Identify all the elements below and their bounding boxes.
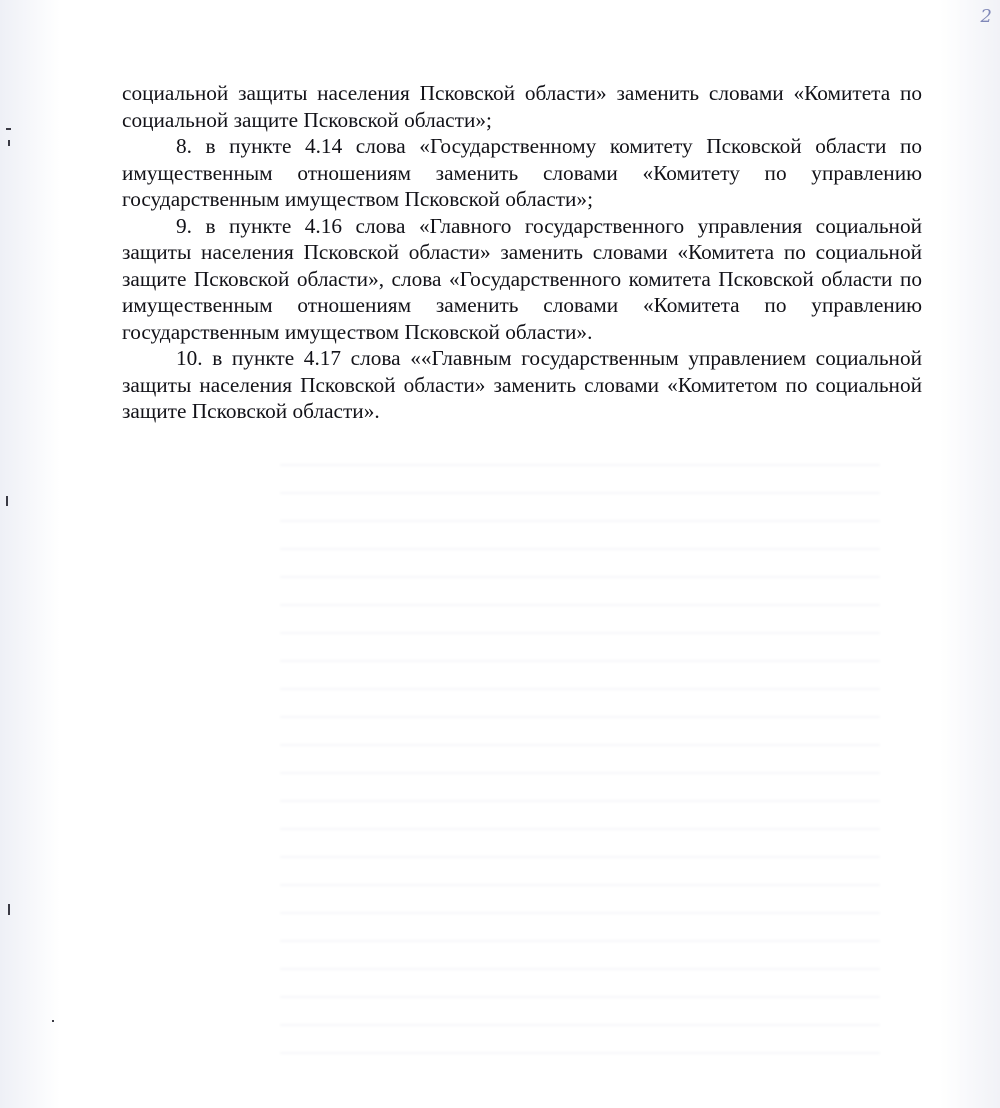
scan-speck	[8, 904, 10, 915]
reverse-side-bleedthrough	[280, 440, 880, 1080]
paragraph-item-9: 9. в пункте 4.16 слова «Главного государственного управления социальной защиты населения Псковской области» заменить словами «Комитета по социальной защите Псковской области», слова «Государственного комитета Псковской области по имущественным отношениям заменить словами «Комитета по управлению государственным имуществом Псковской области».	[122, 213, 922, 344]
paragraph-continuation: социальной защиты населения Псковской области» заменить словами «Комитета по социальной защите Псковской области»;	[122, 81, 922, 132]
document-body	[122, 80, 922, 425]
handwritten-page-number: 2	[980, 6, 992, 27]
scan-speck	[6, 496, 8, 506]
scan-speck	[6, 128, 11, 130]
scan-speck	[52, 1020, 54, 1022]
paragraph-item-8: 8. в пункте 4.14 слова «Государственному комитету Псковской области по имущественным отношениям заменить словами «Комитету по управлению государственным имуществом Псковской области»;	[122, 134, 922, 211]
scan-speck	[8, 140, 10, 146]
paragraph-item-10: 10. в пункте 4.17 слова ««Главным государственным управлением социальной защиты населения Псковской области» заменить словами «Комитетом по социальной защите Псковской области».	[122, 346, 922, 423]
